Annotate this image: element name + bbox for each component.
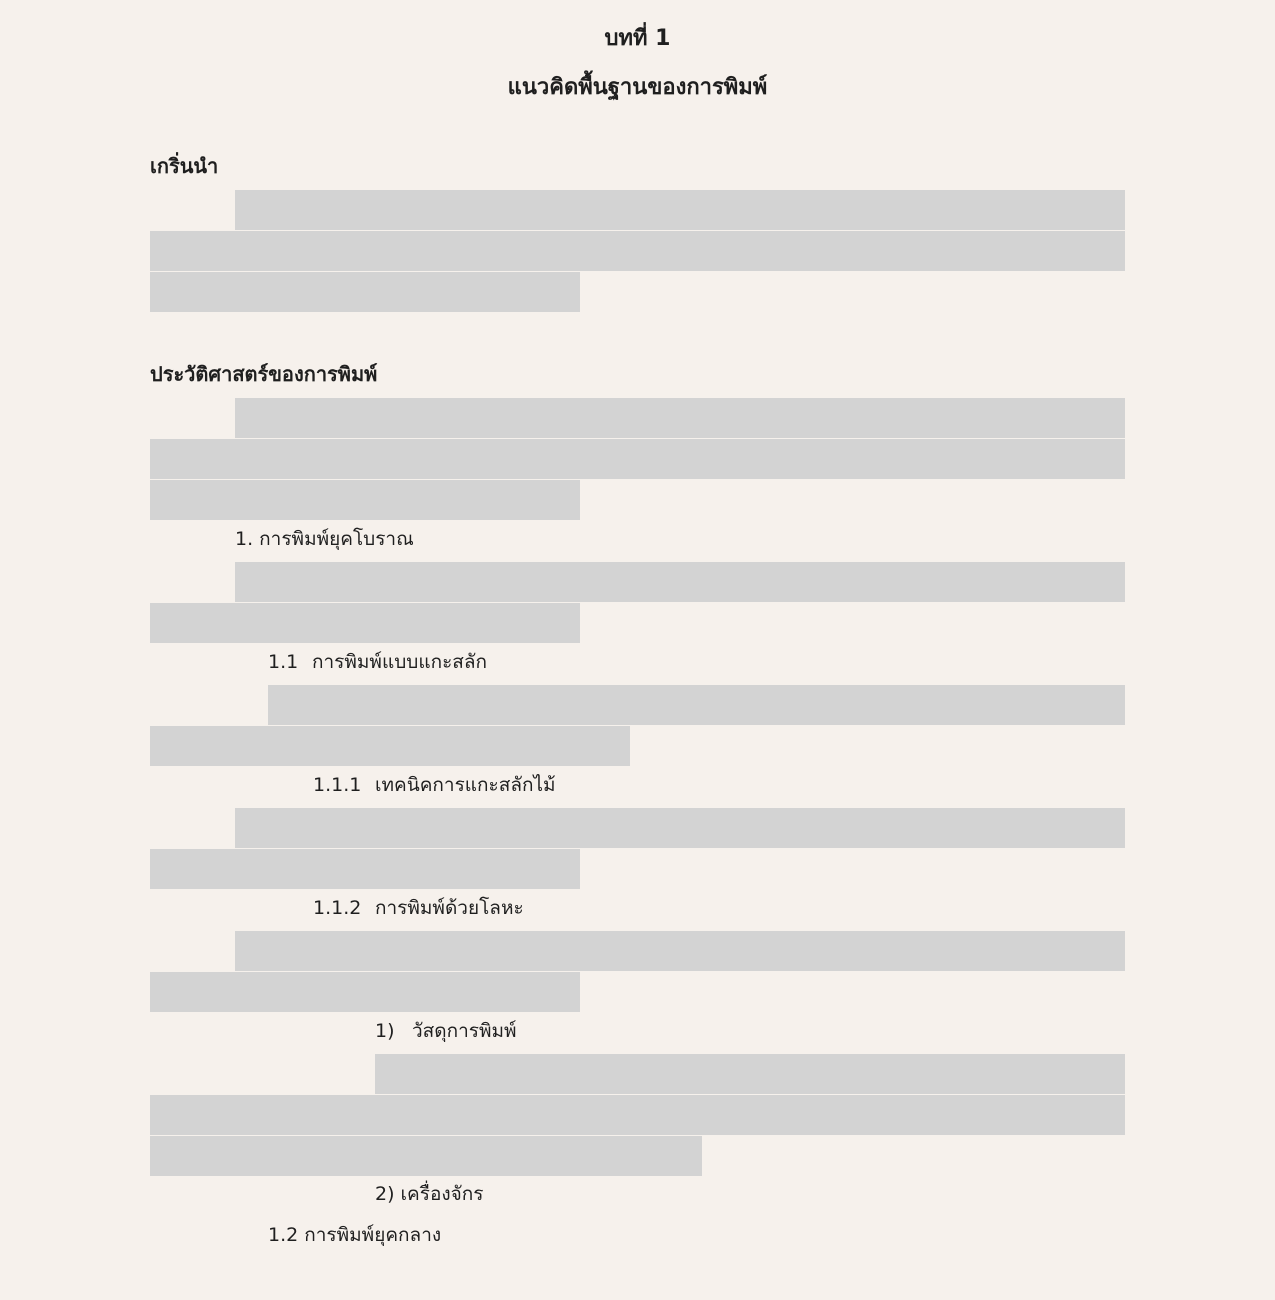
redacted-line — [375, 1054, 1125, 1094]
redacted-line — [235, 931, 1125, 971]
redacted-line — [268, 685, 1125, 725]
chapter-number: บทที่ 1 — [604, 26, 671, 51]
redacted-line — [235, 808, 1125, 848]
redacted-line — [150, 1136, 702, 1176]
redacted-line — [150, 972, 580, 1012]
heading-level-1-1-2 — [313, 895, 524, 921]
redacted-line — [235, 398, 1125, 438]
heading-number: 1) — [375, 1020, 395, 1042]
heading-number: 1.1.2 — [313, 897, 362, 919]
heading-text: การพิมพ์แบบแกะสลัก — [312, 651, 488, 673]
section-heading-intro: เกริ่นนำ — [150, 154, 219, 178]
heading-level-1-1-2-1 — [375, 1018, 517, 1044]
redacted-line — [150, 439, 1125, 479]
chapter-title: แนวคิดพื้นฐานของการพิมพ์ — [507, 75, 768, 100]
heading-level-1-2: 1.2 การพิมพ์ยุคกลาง — [268, 1224, 442, 1246]
section-heading-history: ประวัติศาสตร์ของการพิมพ์ — [150, 362, 378, 386]
heading-level-1-1-2-2: 2) เครื่องจักร — [375, 1183, 484, 1205]
heading-level-1-1 — [268, 649, 487, 675]
heading-number: 1.1.1 — [313, 774, 362, 796]
heading-text: การพิมพ์ด้วยโลหะ — [375, 897, 524, 919]
heading-level-1-1-1 — [313, 772, 556, 798]
redacted-line — [150, 480, 580, 520]
redacted-line — [150, 603, 580, 643]
heading-text: วัสดุการพิมพ์ — [412, 1020, 517, 1042]
redacted-line — [150, 1095, 1125, 1135]
redacted-line — [150, 726, 630, 766]
redacted-line — [150, 231, 1125, 271]
redacted-line — [150, 272, 580, 312]
heading-text: เทคนิคการแกะสลักไม้ — [375, 774, 556, 796]
redacted-line — [150, 849, 580, 889]
heading-number: 1.1 — [268, 651, 299, 673]
redacted-line — [235, 190, 1125, 230]
redacted-line — [235, 562, 1125, 602]
heading-level-1: 1. การพิมพ์ยุคโบราณ — [235, 528, 414, 550]
